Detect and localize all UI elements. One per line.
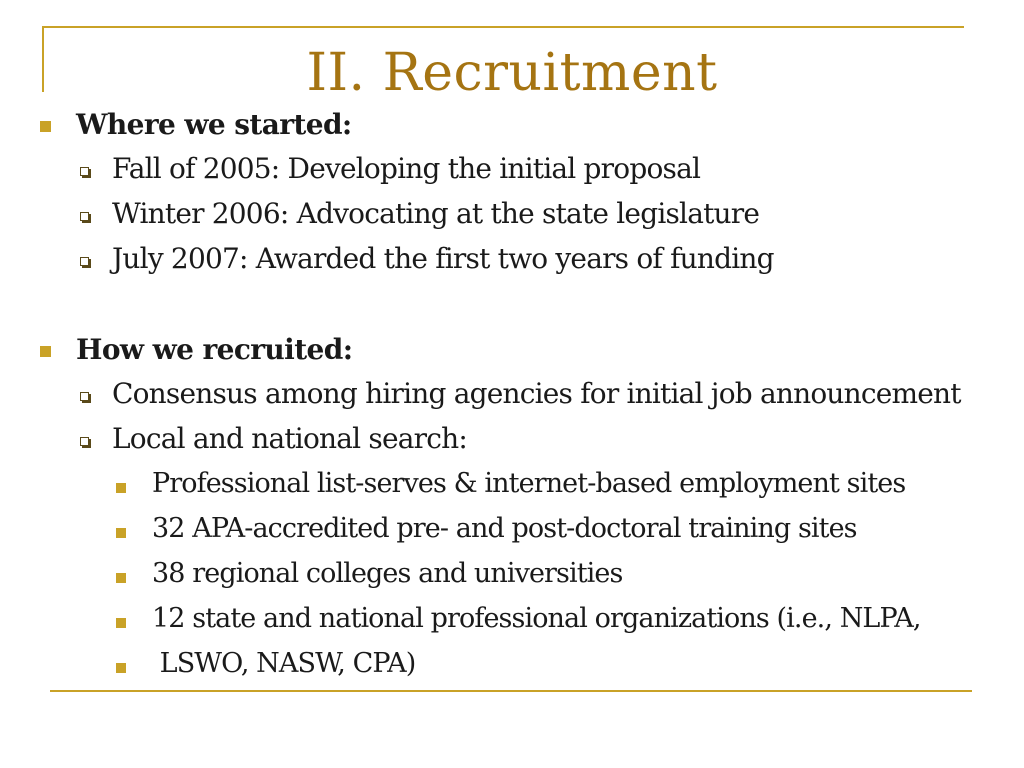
hollow-square-bullet-icon — [80, 212, 89, 221]
frame-top-rule — [42, 26, 964, 28]
list-item: Local and national search: — [112, 422, 467, 455]
list-item: Winter 2006: Advocating at the state legislature — [112, 197, 760, 230]
hollow-square-bullet-icon — [80, 257, 89, 266]
list-item: Fall of 2005: Developing the initial proposal — [112, 152, 701, 185]
frame-bottom-rule — [50, 690, 972, 692]
square-bullet-icon — [116, 483, 126, 493]
list-item: Professional list-serves & internet-based employment sites — [152, 468, 906, 499]
square-bullet-icon — [116, 663, 126, 673]
hollow-square-bullet-icon — [80, 167, 89, 176]
section-heading-how: How we recruited: — [76, 333, 353, 366]
section-heading-where: Where we started: — [76, 108, 352, 141]
square-bullet-icon — [116, 573, 126, 583]
list-item: LSWO, NASW, CPA) — [152, 648, 416, 679]
list-item: Consensus among hiring agencies for initial job announcement — [112, 377, 961, 410]
slide-title: II. Recruitment — [306, 43, 718, 103]
list-item: 32 APA-accredited pre- and post-doctoral training sites — [152, 513, 857, 544]
list-item: July 2007: Awarded the first two years of funding — [112, 242, 774, 275]
hollow-square-bullet-icon — [80, 392, 89, 401]
square-bullet-icon — [40, 346, 51, 357]
square-bullet-icon — [40, 121, 51, 132]
list-item: 12 state and national professional organizations (i.e., NLPA, — [152, 603, 921, 634]
square-bullet-icon — [116, 618, 126, 628]
list-item: 38 regional colleges and universities — [152, 558, 623, 589]
hollow-square-bullet-icon — [80, 437, 89, 446]
square-bullet-icon — [116, 528, 126, 538]
